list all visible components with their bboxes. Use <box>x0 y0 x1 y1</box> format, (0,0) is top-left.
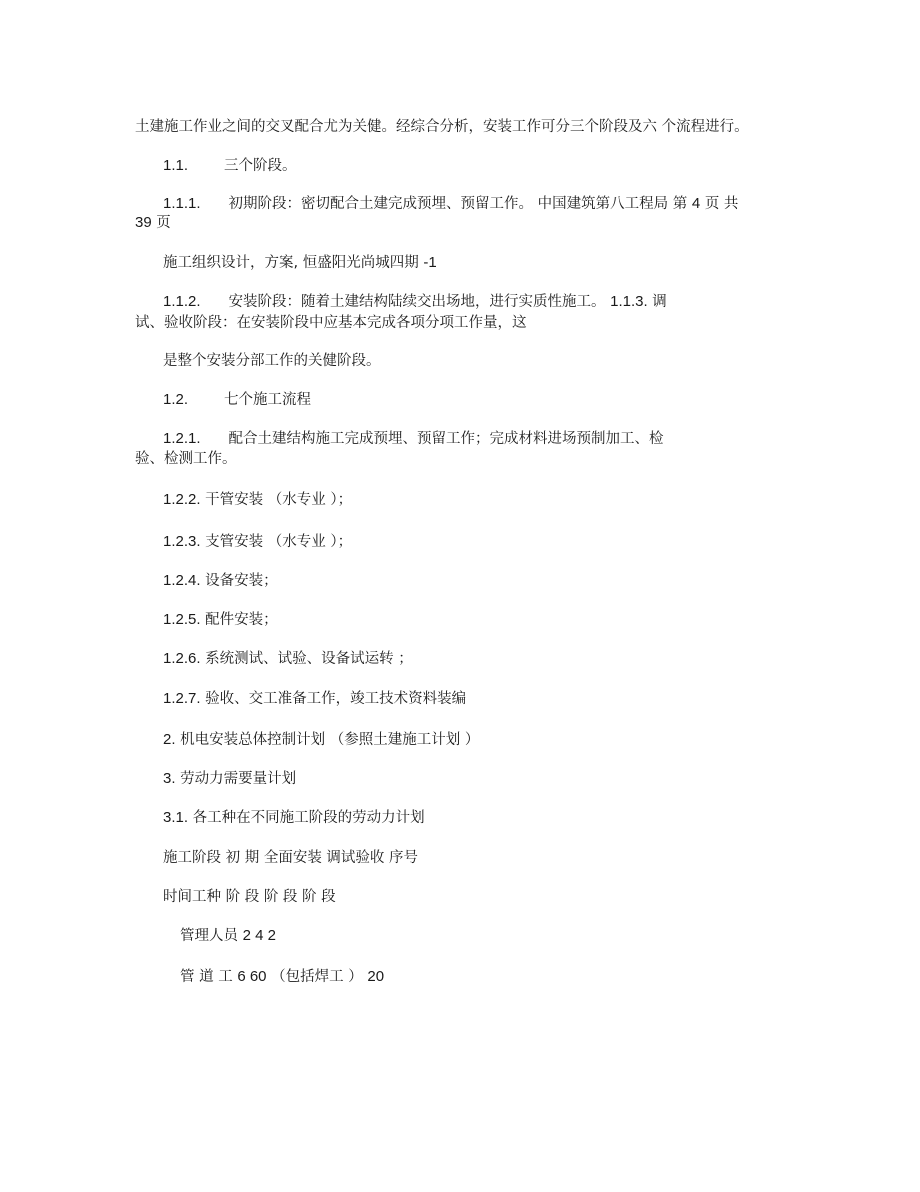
heading-2 <box>163 730 479 750</box>
item-text: 配件安装； <box>205 612 278 628</box>
page-number: 4 <box>691 195 701 212</box>
section-title: 三个阶段。 <box>224 158 297 174</box>
item-text: 页 共 <box>704 196 739 212</box>
text: 验、检测工作。 <box>135 451 237 467</box>
section-number: 1.2.6. <box>163 650 201 667</box>
section-number: 3. <box>163 770 176 787</box>
item-1-1-1 <box>163 194 738 214</box>
item-1-1-2 <box>163 292 667 312</box>
section-number: 1.1.2. <box>163 293 201 310</box>
text: 土建施工作业之间的交叉配合尤为关健。经综合分析，安装工作可分三个阶段及六 个流程进行。 <box>135 119 749 135</box>
item-1-2-2 <box>163 490 352 510</box>
section-title: 各工种在不同施工阶段的劳动力计划 <box>192 810 425 826</box>
section-number: 1.2.5. <box>163 611 201 628</box>
header-number: -1 <box>423 254 437 271</box>
table-row <box>180 967 384 987</box>
section-number: 1.1. <box>163 157 189 174</box>
item-1-2-4 <box>163 571 278 591</box>
table-header: 施工阶段 初 期 全面安装 调试验收 序号 <box>163 850 419 866</box>
section-number: 1.2. <box>163 391 189 408</box>
section-number: 1.2.7. <box>163 690 201 707</box>
section-number: 3.1. <box>163 809 189 826</box>
item-1-2-5 <box>163 610 278 630</box>
item-text: 调 <box>652 294 667 310</box>
paragraph-line <box>163 351 381 371</box>
section-number: 1.2.1. <box>163 430 201 447</box>
table-cell: 管 道 工 <box>180 969 233 985</box>
header-line <box>163 253 437 273</box>
table-header: 时间工种 阶 段 阶 段 阶 段 <box>163 889 336 905</box>
item-text: 初期阶段：密切配合土建完成预埋、预留工作。 中国建筑第八工程局 第 <box>228 196 688 212</box>
item-text: 设备安装； <box>205 573 278 589</box>
table-cell: 6 60 <box>237 968 267 985</box>
paragraph-line <box>135 449 237 469</box>
section-title: 机电安装总体控制计划 （参照土建施工计划 ） <box>180 732 480 748</box>
item-1-2-1 <box>163 429 664 449</box>
section-number: 1.1.3. <box>610 293 648 310</box>
table-cell: 20 <box>367 968 385 985</box>
section-number: 1.1.1. <box>163 195 201 212</box>
text: 是整个安装分部工作的关健阶段。 <box>163 353 381 369</box>
heading-3-1 <box>163 808 425 828</box>
heading-1-1 <box>163 156 297 176</box>
item-text: 验收、交工准备工作，竣工技术资料装编 <box>205 691 467 707</box>
table-header-row <box>163 887 336 907</box>
page-total: 39 <box>135 214 152 231</box>
item-text: 配合土建结构施工完成预埋、预留工作；完成材料进场预制加工、检 <box>228 431 664 447</box>
table-cell: 管理人员 <box>180 928 238 944</box>
section-number: 1.2.4. <box>163 572 201 589</box>
table-cell: （包括焊工 ） <box>271 969 363 985</box>
item-text: 系统测试、试验、设备试运转 ； <box>205 651 413 667</box>
section-title: 劳动力需要量计划 <box>180 771 297 787</box>
table-header-row <box>163 848 418 868</box>
heading-3 <box>163 769 296 789</box>
table-row <box>180 926 276 946</box>
paragraph-line <box>135 213 171 233</box>
table-cell: 2 4 2 <box>242 927 276 944</box>
document-header: 施工组织设计，方案, 恒盛阳光尚城四期 <box>163 255 419 271</box>
item-text: 支管安装 （水专业 ）； <box>205 534 353 550</box>
section-number: 2. <box>163 731 176 748</box>
section-title: 七个施工流程 <box>224 392 312 408</box>
paragraph-line <box>135 117 749 137</box>
text: 试、验收阶段：在安装阶段中应基本完成各项分项工作量，这 <box>135 315 527 331</box>
item-text: 干管安装 （水专业 ）； <box>205 492 353 508</box>
text: 页 <box>156 215 171 231</box>
item-1-2-7 <box>163 689 466 709</box>
paragraph-line <box>135 313 527 333</box>
item-text: 安装阶段：随着土建结构陆续交出场地，进行实质性施工。 <box>228 294 606 310</box>
section-number: 1.2.2. <box>163 491 201 508</box>
item-1-2-3 <box>163 532 352 552</box>
heading-1-2 <box>163 390 311 410</box>
section-number: 1.2.3. <box>163 533 201 550</box>
item-1-2-6 <box>163 649 413 669</box>
